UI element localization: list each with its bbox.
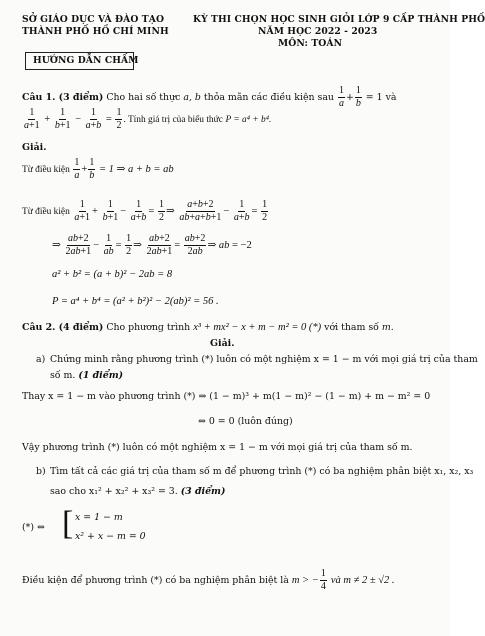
q2-part-a-label: a)	[36, 354, 46, 365]
q2-system-line2: x² + x − m = 0	[75, 531, 146, 542]
subject: MÔN: TOÁN	[278, 38, 343, 49]
q1-step4: a² + b² = (a + b)² − 2ab = 8	[52, 269, 173, 280]
q2-label: Câu 2. (4 điểm)	[22, 322, 104, 333]
q1-solution-label: Giải.	[22, 142, 47, 153]
q1-step2: Từ điều kiện $\frac{1}{a+1}$ + $\frac{1}{b+1}$ − $\frac{1}{a+b}$ = $\frac{1}{2}$ ⇒ $\frac{a+b+2}{ab+a+b+1}$ − $\frac{1}{a+b}$ = $\frac{1}{2}$	[22, 199, 268, 223]
q2-solution-label: Giải.	[210, 338, 235, 349]
q2-part-b-label: b)	[36, 466, 46, 477]
q2-system-line1: x = 1 − m	[75, 512, 123, 523]
q1-statement: Câu 1. (3 điểm) Cho hai số thực a, b thỏa mãn các điều kiện sau $\frac{1}{a}$ + $\frac{1}{b}$ = 1 và	[22, 85, 397, 109]
q2-condition: Điều kiện để phương trình (*) có ba nghiệm phân biệt là m > − $\frac{1}{4}$ và m ≠ 2 ± √2 .	[22, 568, 395, 592]
q2-part-b-line2: sao cho x₁² + x₂² + x₃² = 3. (3 điểm)	[50, 486, 226, 497]
q1-step3: ⇒ $\frac{ab+2}{2ab+1}$ − $\frac{1}{ab}$ = $\frac{1}{2}$ ⇒ $\frac{ab+2}{2ab+1}$ = $\frac{ab+2}{2ab}$ ⇒ ab = −2	[52, 233, 252, 257]
q2-part-b-text1: Tìm tất cả các giá trị của tham số m để phương trình (*) có ba nghiệm phân biệt x₁, x₂, x₃	[50, 466, 474, 477]
q2-part-a-line2: số m. (1 điểm)	[50, 370, 124, 381]
exam-title: KỲ THI CHỌN HỌC SINH GIỎI LỚP 9 CẤP THÀNH PHỐ	[193, 14, 485, 25]
q1-step5: P = a⁴ + b⁴ = (a² + b²)² − 2(ab)² = 56 .	[52, 296, 219, 307]
q2-system-prefix: (*) ⇔	[22, 522, 45, 533]
q2-statement: Câu 2. (4 điểm) Cho phương trình x³ + mx² − x + m − m² = 0 (*) với tham số m.	[22, 322, 394, 333]
city-name: THÀNH PHỐ HỒ CHÍ MINH	[22, 26, 169, 37]
department-name: SỞ GIÁO DỤC VÀ ĐÀO TẠO	[22, 14, 165, 25]
q1-second-condition: $\frac{1}{a+1}$ + $\frac{1}{b+1}$ − $\frac{1}{a+b}$ = $\frac{1}{2}$ . Tính giá trị của biểu thức P = a⁴ + b⁴.	[24, 107, 272, 131]
grading-guide-label: HƯỚNG DẪN CHẤM	[33, 55, 139, 66]
q2-identity: ⇔ 0 = 0 (luôn đúng)	[198, 416, 293, 427]
school-year: NĂM HỌC 2022 - 2023	[258, 26, 378, 37]
q1-label: Câu 1. (3 điểm)	[22, 92, 104, 103]
system-brace: [	[62, 505, 74, 542]
q1-step1: Từ điều kiện $\frac{1}{a}$ + $\frac{1}{b}$ = 1 ⇒ a + b = ab	[22, 157, 174, 181]
q2-part-a-text1: Chứng minh rằng phương trình (*) luôn có một nghiệm x = 1 − m với mọi giá trị của tham	[50, 354, 478, 365]
q2-substitution: Thay x = 1 − m vào phương trình (*) ⇒ (1 − m)³ + m(1 − m)² − (1 − m) + m − m² = 0	[22, 391, 431, 402]
q2-conclusion: Vậy phương trình (*) luôn có một nghiệm x = 1 − m với mọi giá trị của tham số m.	[22, 442, 413, 453]
